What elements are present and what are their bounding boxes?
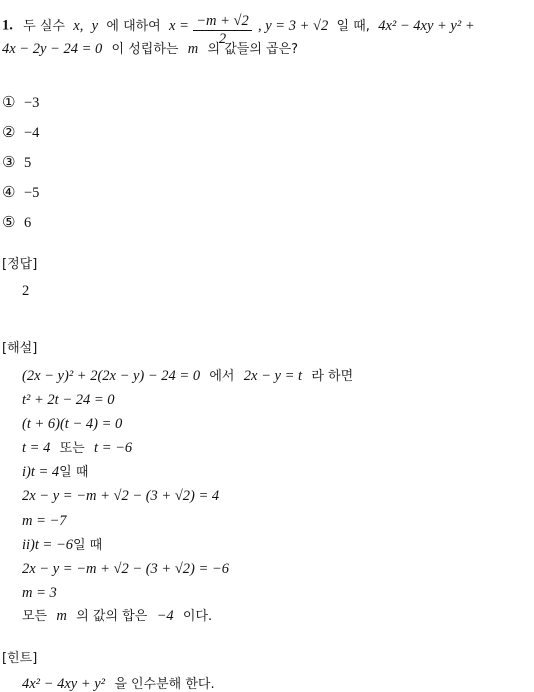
explanation-line-3: [22, 417, 122, 432]
math-expression: i)t = 4: [22, 464, 60, 480]
math-expression: ii)t = −6: [22, 537, 73, 553]
choice-5[interactable]: [2, 215, 31, 231]
math-expression: 4x² − 4xy + y²: [22, 676, 106, 692]
explanation-line-10: [22, 586, 57, 601]
answer-value: 2: [22, 283, 30, 299]
choice-marker: ②: [2, 123, 16, 141]
choice-value: −4: [24, 125, 40, 141]
hint-heading: [힌트]: [2, 651, 38, 666]
fraction-denominator: 2: [218, 30, 227, 47]
choice-value: 6: [24, 215, 32, 231]
explanation-text: 일 때: [59, 465, 89, 480]
math-expression: 4x² − 4xy + y² +: [378, 17, 475, 34]
explanation-line-5: [22, 465, 88, 480]
choice-marker: ①: [2, 93, 16, 111]
math-expression: (2x − y)² + 2(2x − y) − 24 = 0: [22, 368, 201, 384]
explanation-line-11: [22, 609, 212, 624]
choice-4[interactable]: [2, 185, 39, 201]
math-var: y: [91, 17, 99, 34]
hint-text: 을 인수분해 한다.: [114, 677, 215, 692]
math-expression: 4x − 2y − 24 = 0: [2, 41, 103, 57]
math-expression: t² + 2t − 24 = 0: [22, 392, 115, 408]
math-expression: x =: [169, 17, 189, 34]
math-expression: −4: [156, 608, 174, 624]
choice-1[interactable]: [2, 95, 39, 111]
choice-marker: ⑤: [2, 213, 16, 231]
math-expression: 2x − y = t: [243, 368, 303, 384]
fraction-numerator: −m + √2: [193, 14, 252, 31]
question-number: 1.: [2, 17, 13, 34]
question-text: 에 대하여: [106, 18, 161, 34]
explanation-text: 이다.: [182, 609, 213, 624]
math-expression: m = 3: [22, 585, 57, 601]
math-expression: m = −7: [22, 513, 67, 529]
question-text: 이 성립하는: [111, 42, 179, 57]
explanation-text: 일 때: [72, 538, 103, 553]
explanation-heading: [해설]: [2, 341, 38, 356]
math-var: m: [187, 41, 199, 57]
explanation-text: 에서: [209, 369, 235, 384]
question-text: 의 값들의 곱은?: [207, 42, 299, 57]
hint-line: [22, 677, 215, 692]
choice-value: 5: [24, 155, 32, 171]
explanation-text: 의 값의 합은: [76, 609, 148, 624]
answer-heading: [정답]: [2, 257, 38, 272]
explanation-line-6: [22, 489, 219, 504]
choice-value: −5: [24, 185, 40, 201]
explanation-text: 라 하면: [311, 369, 354, 384]
math-var: x,: [73, 17, 84, 34]
choice-2[interactable]: [2, 125, 39, 141]
explanation-text: 모든: [22, 609, 48, 624]
explanation-line-7: [22, 514, 67, 529]
math-expression: t = −6: [94, 440, 133, 456]
choice-marker: ④: [2, 183, 16, 201]
math-expression: t = 4: [22, 440, 51, 456]
explanation-line-1: [22, 369, 353, 384]
math-expression: , y = 3 + √2: [258, 17, 329, 34]
math-var: m: [56, 608, 67, 624]
math-expression: 2x − y = −m + √2 − (3 + √2) = −6: [22, 561, 229, 577]
question-line-2: [2, 42, 298, 57]
explanation-line-9: [22, 562, 229, 577]
explanation-line-4: [22, 441, 132, 456]
explanation-text: 또는: [59, 441, 85, 456]
question-text: 두 실수: [23, 18, 65, 34]
math-expression: 2x − y = −m + √2 − (3 + √2) = 4: [22, 488, 220, 504]
explanation-line-2: [22, 393, 115, 408]
explanation-line-8: [22, 538, 102, 553]
choice-3[interactable]: [2, 155, 31, 171]
math-expression: (t + 6)(t − 4) = 0: [22, 416, 123, 432]
question-line-1: [2, 10, 475, 47]
choice-value: −3: [24, 95, 40, 111]
question-text: 일 때,: [336, 18, 370, 34]
choice-marker: ③: [2, 153, 16, 171]
